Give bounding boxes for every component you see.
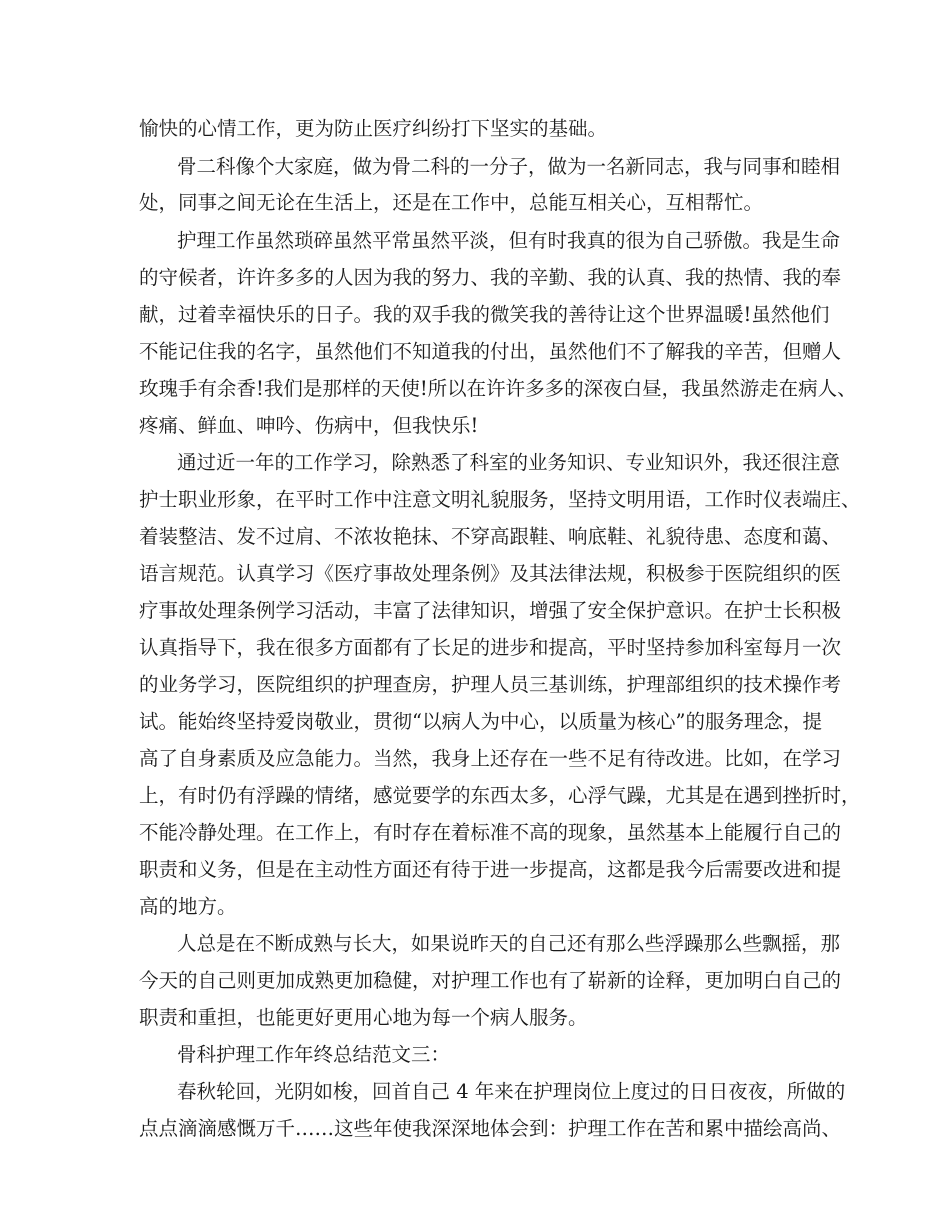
text-line: 今天的自己则更加成熟更加稳健，对护理工作也有了崭新的诠释，更加明白自己的 <box>139 969 842 992</box>
text-line: 职责和义务，但是在主动性方面还有待于进一步提高，这都是我今后需要改进和提 <box>139 858 842 881</box>
text-line: 职责和重担，也能更好更用心地为每一个病人服务。 <box>139 1006 588 1029</box>
text-line: 护士职业形象，在平时工作中注意文明礼貌服务，坚持文明用语，工作时仪表端庄、 <box>139 488 861 511</box>
text-line: 的业务学习，医院组织的护理查房，护理人员三基训练，护理部组织的技术操作考 <box>139 673 842 696</box>
text-line: 通过近一年的工作学习，除熟悉了科室的业务知识、专业知识外，我还很注意 <box>177 451 841 474</box>
text-line: 认真指导下，我在很多方面都有了长足的进步和提高，平时坚持参加科室每月一次 <box>139 636 842 659</box>
text-line: 语言规范。认真学习《医疗事故处理条例》及其法律法规，积极参于医院组织的医 <box>139 562 842 585</box>
text-line: 高了自身素质及应急能力。当然，我身上还存在一些不足有待改进。比如，在学习 <box>139 747 842 770</box>
text-line: 高的地方。 <box>139 895 237 918</box>
text-line: 护理工作虽然琐碎虽然平常虽然平淡，但有时我真的很为自己骄傲。我是生命 <box>177 229 841 252</box>
text-line: 玫瑰手有余香!我们是那样的天使!所以在许许多多的深夜白昼，我虽然游走在病人、 <box>139 377 857 400</box>
text-line: 疼痛、鲜血、呻吟、伤病中，但我快乐! <box>139 414 479 437</box>
text-line: 骨二科像个大家庭，做为骨二科的一分子，做为一名新同志，我与同事和睦相 <box>177 155 841 178</box>
text-line: 点点滴滴感慨万千……这些年使我深深地体会到：护理工作在苦和累中描绘高尚、 <box>139 1117 842 1140</box>
text-line: 春秋轮回，光阴如梭，回首自己 4 年来在护理岗位上度过的日日夜夜，所做的 <box>177 1080 846 1103</box>
text-line: 不能冷静处理。在工作上，有时存在着标准不高的现象，虽然基本上能履行自己的 <box>139 821 842 844</box>
text-line: 上，有时仍有浮躁的情绪，感觉要学的东西太多，心浮气躁，尤其是在遇到挫折时， <box>139 784 861 807</box>
text-line: 不能记住我的名字，虽然他们不知道我的付出，虽然他们不了解我的辛苦，但赠人 <box>139 340 842 363</box>
text-line: 疗事故处理条例学习活动，丰富了法律知识，增强了安全保护意识。在护士长积极 <box>139 599 842 622</box>
text-line: 的守候者，许许多多的人因为我的努力、我的辛勤、我的认真、我的热情、我的奉 <box>139 266 842 289</box>
text-line: 愉快的心情工作，更为防止医疗纠纷打下坚实的基础。 <box>139 117 608 140</box>
section-heading: 骨科护理工作年终总结范文三： <box>177 1043 451 1066</box>
text-line: 处，同事之间无论在生活上，还是在工作中，总能互相关心，互相帮忙。 <box>139 191 764 214</box>
text-line: 人总是在不断成熟与长大，如果说昨天的自己还有那么些浮躁那么些飘摇，那 <box>177 932 841 955</box>
text-line: 试。能始终坚持爱岗敬业，贯彻“以病人为中心，以质量为核心”的服务理念，提 <box>139 710 822 733</box>
text-line: 献，过着幸福快乐的日子。我的双手我的微笑我的善待让这个世界温暖!虽然他们 <box>139 303 830 326</box>
text-line: 着装整洁、发不过肩、不浓妆艳抹、不穿高跟鞋、响底鞋、礼貌待患、态度和蔼、 <box>139 525 842 548</box>
